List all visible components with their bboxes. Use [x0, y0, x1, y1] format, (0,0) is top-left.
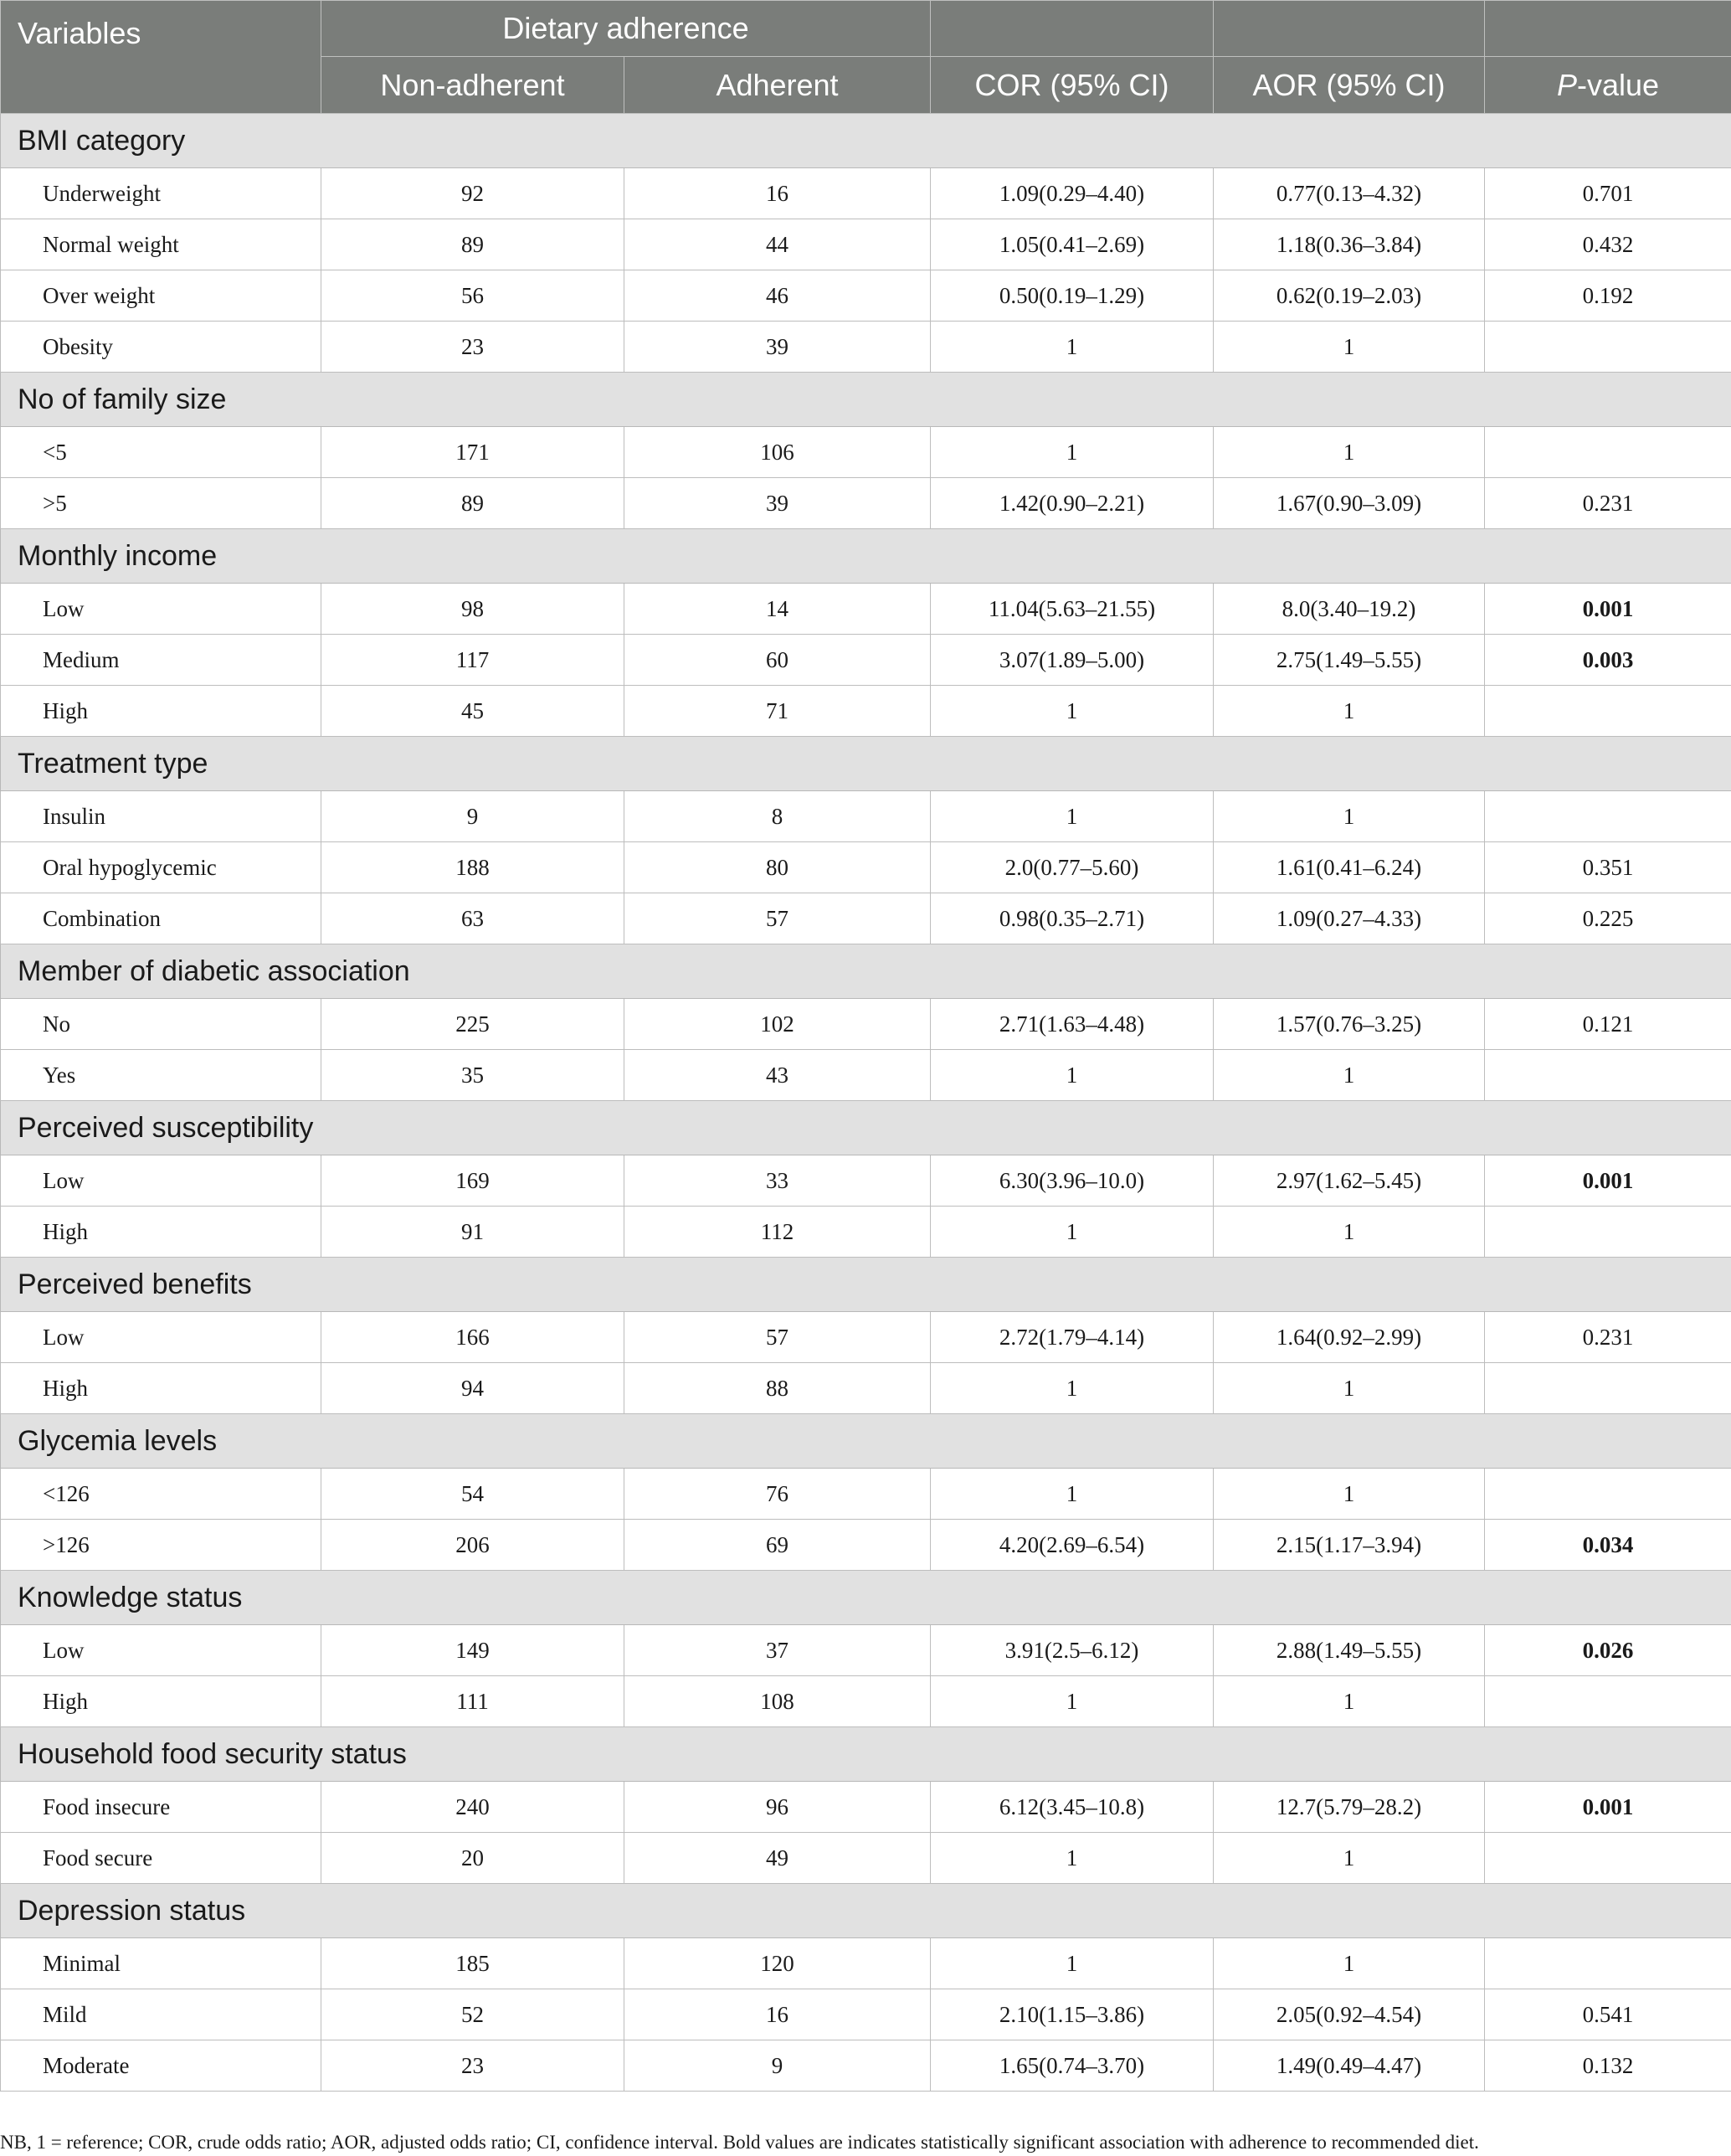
cell-adherent: 112: [624, 1207, 931, 1258]
cell-variable: <126: [1, 1469, 321, 1520]
cell-aor: 1.57(0.76–3.25): [1214, 999, 1485, 1050]
cell-cor: 1: [931, 427, 1214, 478]
cell-adherent: 80: [624, 842, 931, 893]
cell-non-adherent: 56: [321, 270, 624, 322]
table-row: [1, 1469, 1731, 1520]
cell-p-value: 0.351: [1485, 842, 1731, 893]
header-blank-cor: [931, 1, 1214, 57]
table-row: [1, 270, 1731, 322]
cell-adherent: 16: [624, 1989, 931, 2040]
cell-p-value: [1485, 1676, 1731, 1727]
section-row: [1, 529, 1731, 584]
table-row: [1, 1312, 1731, 1363]
section-row: [1, 1727, 1731, 1782]
table-row: [1, 584, 1731, 635]
cell-cor: 0.98(0.35–2.71): [931, 893, 1214, 944]
cell-aor: 1: [1214, 1050, 1485, 1101]
cell-non-adherent: 45: [321, 686, 624, 737]
table-row: [1, 1520, 1731, 1571]
table-row: [1, 791, 1731, 842]
cell-aor: 1: [1214, 427, 1485, 478]
cell-variable: High: [1, 1363, 321, 1414]
cell-p-value: 0.001: [1485, 1782, 1731, 1833]
header-p-italic: P: [1556, 67, 1577, 102]
cell-non-adherent: 91: [321, 1207, 624, 1258]
cell-aor: 1: [1214, 1676, 1485, 1727]
cell-aor: 1.67(0.90–3.09): [1214, 478, 1485, 529]
cell-non-adherent: 20: [321, 1833, 624, 1884]
table-row: [1, 1625, 1731, 1676]
cell-non-adherent: 111: [321, 1676, 624, 1727]
cell-cor: 1.05(0.41–2.69): [931, 219, 1214, 270]
cell-cor: 3.07(1.89–5.00): [931, 635, 1214, 686]
cell-adherent: 14: [624, 584, 931, 635]
section-title: Household food security status: [1, 1727, 1731, 1782]
cell-p-value: [1485, 1833, 1731, 1884]
cell-aor: 0.77(0.13–4.32): [1214, 168, 1485, 219]
table-row: [1, 168, 1731, 219]
cell-p-value: [1485, 791, 1731, 842]
cell-aor: 1: [1214, 1938, 1485, 1989]
cell-variable: Food insecure: [1, 1782, 321, 1833]
table-header: [1, 1, 1731, 114]
cell-p-value: 0.132: [1485, 2040, 1731, 2092]
cell-adherent: 120: [624, 1938, 931, 1989]
cell-non-adherent: 54: [321, 1469, 624, 1520]
table-row: [1, 1676, 1731, 1727]
section-row: [1, 1571, 1731, 1625]
header-cor: COR (95% CI): [931, 57, 1214, 114]
cell-non-adherent: 185: [321, 1938, 624, 1989]
cell-aor: 1: [1214, 686, 1485, 737]
cell-adherent: 108: [624, 1676, 931, 1727]
cell-non-adherent: 240: [321, 1782, 624, 1833]
cell-p-value: [1485, 1363, 1731, 1414]
cell-non-adherent: 89: [321, 478, 624, 529]
cell-variable: High: [1, 1676, 321, 1727]
cell-cor: 1: [931, 1676, 1214, 1727]
cell-p-value: [1485, 322, 1731, 373]
cell-aor: 1.64(0.92–2.99): [1214, 1312, 1485, 1363]
cell-cor: 6.30(3.96–10.0): [931, 1155, 1214, 1207]
cell-aor: 1.61(0.41–6.24): [1214, 842, 1485, 893]
cell-non-adherent: 92: [321, 168, 624, 219]
cell-p-value: [1485, 1938, 1731, 1989]
cell-non-adherent: 23: [321, 2040, 624, 2092]
table-row: [1, 635, 1731, 686]
cell-cor: 1: [931, 1207, 1214, 1258]
table-row: [1, 219, 1731, 270]
cell-aor: 2.97(1.62–5.45): [1214, 1155, 1485, 1207]
cell-adherent: 39: [624, 478, 931, 529]
section-row: [1, 1258, 1731, 1312]
cell-p-value: 0.225: [1485, 893, 1731, 944]
section-row: [1, 1884, 1731, 1938]
cell-p-value: 0.231: [1485, 478, 1731, 529]
cell-cor: 1: [931, 322, 1214, 373]
cell-adherent: 46: [624, 270, 931, 322]
cell-adherent: 96: [624, 1782, 931, 1833]
cell-aor: 0.62(0.19–2.03): [1214, 270, 1485, 322]
cell-p-value: 0.121: [1485, 999, 1731, 1050]
section-title: Monthly income: [1, 529, 1731, 584]
cell-p-value: 0.026: [1485, 1625, 1731, 1676]
cell-variable: >5: [1, 478, 321, 529]
cell-variable: High: [1, 1207, 321, 1258]
cell-cor: 0.50(0.19–1.29): [931, 270, 1214, 322]
cell-adherent: 106: [624, 427, 931, 478]
cell-variable: Oral hypoglycemic: [1, 842, 321, 893]
cell-aor: 1.49(0.49–4.47): [1214, 2040, 1485, 2092]
cell-p-value: 0.541: [1485, 1989, 1731, 2040]
cell-p-value: 0.003: [1485, 635, 1731, 686]
cell-aor: 1.18(0.36–3.84): [1214, 219, 1485, 270]
table-row: [1, 1050, 1731, 1101]
table-row: [1, 1782, 1731, 1833]
table-row: [1, 686, 1731, 737]
cell-aor: 12.7(5.79–28.2): [1214, 1782, 1485, 1833]
table-row: [1, 1989, 1731, 2040]
cell-variable: Over weight: [1, 270, 321, 322]
cell-variable: Food secure: [1, 1833, 321, 1884]
cell-cor: 1: [931, 1469, 1214, 1520]
section-title: Depression status: [1, 1884, 1731, 1938]
cell-variable: Minimal: [1, 1938, 321, 1989]
table-row: [1, 999, 1731, 1050]
cell-aor: 2.05(0.92–4.54): [1214, 1989, 1485, 2040]
cell-cor: 3.91(2.5–6.12): [931, 1625, 1214, 1676]
cell-cor: 1: [931, 1938, 1214, 1989]
cell-adherent: 44: [624, 219, 931, 270]
cell-non-adherent: 188: [321, 842, 624, 893]
section-title: Member of diabetic association: [1, 944, 1731, 999]
section-title: Perceived susceptibility: [1, 1101, 1731, 1155]
cell-cor: 1: [931, 1833, 1214, 1884]
table-footnote: NB, 1 = reference; COR, crude odds ratio; AOR, adjusted odds ratio; CI, confidence interval. Bold values are indicates statistically significant association with adherence to recommended diet.: [0, 2132, 1479, 2153]
cell-cor: 1.09(0.29–4.40): [931, 168, 1214, 219]
cell-p-value: 0.231: [1485, 1312, 1731, 1363]
cell-p-value: 0.001: [1485, 584, 1731, 635]
cell-p-value: 0.701: [1485, 168, 1731, 219]
cell-aor: 1: [1214, 1833, 1485, 1884]
cell-variable: Underweight: [1, 168, 321, 219]
header-blank-p: [1485, 1, 1731, 57]
section-row: [1, 1101, 1731, 1155]
section-title: Glycemia levels: [1, 1414, 1731, 1469]
cell-aor: 1: [1214, 1469, 1485, 1520]
cell-adherent: 16: [624, 168, 931, 219]
cell-cor: 2.10(1.15–3.86): [931, 1989, 1214, 2040]
table-row: [1, 842, 1731, 893]
cell-variable: Combination: [1, 893, 321, 944]
header-aor: AOR (95% CI): [1214, 57, 1485, 114]
cell-cor: 2.0(0.77–5.60): [931, 842, 1214, 893]
cell-variable: Moderate: [1, 2040, 321, 2092]
cell-aor: 1: [1214, 791, 1485, 842]
cell-aor: 1.09(0.27–4.33): [1214, 893, 1485, 944]
cell-adherent: 49: [624, 1833, 931, 1884]
cell-variable: Low: [1, 1625, 321, 1676]
header-p-suffix: -value: [1576, 67, 1660, 102]
cell-cor: 1.65(0.74–3.70): [931, 2040, 1214, 2092]
cell-cor: 11.04(5.63–21.55): [931, 584, 1214, 635]
cell-p-value: [1485, 1050, 1731, 1101]
cell-non-adherent: 225: [321, 999, 624, 1050]
section-row: [1, 944, 1731, 999]
cell-variable: Low: [1, 1312, 321, 1363]
section-title: Knowledge status: [1, 1571, 1731, 1625]
section-row: [1, 114, 1731, 168]
cell-variable: High: [1, 686, 321, 737]
table-body: [1, 114, 1731, 2092]
cell-non-adherent: 52: [321, 1989, 624, 2040]
cell-adherent: 43: [624, 1050, 931, 1101]
cell-adherent: 39: [624, 322, 931, 373]
cell-non-adherent: 94: [321, 1363, 624, 1414]
cell-non-adherent: 9: [321, 791, 624, 842]
cell-variable: Obesity: [1, 322, 321, 373]
cell-variable: No: [1, 999, 321, 1050]
cell-adherent: 69: [624, 1520, 931, 1571]
cell-cor: 1: [931, 791, 1214, 842]
cell-aor: 8.0(3.40–19.2): [1214, 584, 1485, 635]
header-blank-aor: [1214, 1, 1485, 57]
header-adherent: Adherent: [624, 57, 931, 114]
cell-p-value: 0.034: [1485, 1520, 1731, 1571]
section-title: Treatment type: [1, 737, 1731, 791]
cell-non-adherent: 149: [321, 1625, 624, 1676]
cell-aor: 1: [1214, 322, 1485, 373]
table-row: [1, 893, 1731, 944]
cell-non-adherent: 89: [321, 219, 624, 270]
header-variables: Variables: [1, 1, 321, 114]
cell-adherent: 60: [624, 635, 931, 686]
table-row: [1, 1938, 1731, 1989]
cell-cor: 1: [931, 1050, 1214, 1101]
table-row: [1, 427, 1731, 478]
table-row: [1, 1363, 1731, 1414]
cell-non-adherent: 169: [321, 1155, 624, 1207]
header-non-adherent: Non-adherent: [321, 57, 624, 114]
cell-cor: 6.12(3.45–10.8): [931, 1782, 1214, 1833]
cell-adherent: 57: [624, 1312, 931, 1363]
cell-variable: Mild: [1, 1989, 321, 2040]
cell-p-value: [1485, 686, 1731, 737]
cell-cor: 2.71(1.63–4.48): [931, 999, 1214, 1050]
cell-p-value: [1485, 1469, 1731, 1520]
section-title: BMI category: [1, 114, 1731, 168]
cell-variable: Normal weight: [1, 219, 321, 270]
cell-variable: <5: [1, 427, 321, 478]
cell-adherent: 76: [624, 1469, 931, 1520]
cell-variable: Yes: [1, 1050, 321, 1101]
header-p-value: [1485, 57, 1731, 114]
cell-adherent: 37: [624, 1625, 931, 1676]
section-title: No of family size: [1, 373, 1731, 427]
section-row: [1, 373, 1731, 427]
cell-non-adherent: 23: [321, 322, 624, 373]
cell-adherent: 33: [624, 1155, 931, 1207]
cell-cor: 4.20(2.69–6.54): [931, 1520, 1214, 1571]
table-row: [1, 1207, 1731, 1258]
cell-variable: >126: [1, 1520, 321, 1571]
cell-aor: 2.15(1.17–3.94): [1214, 1520, 1485, 1571]
table-row: [1, 478, 1731, 529]
cell-non-adherent: 166: [321, 1312, 624, 1363]
cell-non-adherent: 117: [321, 635, 624, 686]
cell-adherent: 71: [624, 686, 931, 737]
section-title: Perceived benefits: [1, 1258, 1731, 1312]
cell-non-adherent: 63: [321, 893, 624, 944]
cell-adherent: 8: [624, 791, 931, 842]
cell-variable: Low: [1, 1155, 321, 1207]
cell-cor: 2.72(1.79–4.14): [931, 1312, 1214, 1363]
section-row: [1, 1414, 1731, 1469]
header-dietary-adherence: Dietary adherence: [321, 1, 931, 57]
table-row: [1, 322, 1731, 373]
cell-p-value: 0.001: [1485, 1155, 1731, 1207]
cell-non-adherent: 171: [321, 427, 624, 478]
cell-cor: 1: [931, 686, 1214, 737]
cell-aor: 1: [1214, 1207, 1485, 1258]
cell-variable: Medium: [1, 635, 321, 686]
table-row: [1, 1155, 1731, 1207]
cell-variable: Low: [1, 584, 321, 635]
cell-p-value: [1485, 427, 1731, 478]
table-row: [1, 1833, 1731, 1884]
cell-adherent: 57: [624, 893, 931, 944]
cell-adherent: 102: [624, 999, 931, 1050]
cell-adherent: 88: [624, 1363, 931, 1414]
cell-p-value: 0.192: [1485, 270, 1731, 322]
cell-aor: 2.88(1.49–5.55): [1214, 1625, 1485, 1676]
cell-aor: 2.75(1.49–5.55): [1214, 635, 1485, 686]
cell-cor: 1: [931, 1363, 1214, 1414]
cell-p-value: 0.432: [1485, 219, 1731, 270]
cell-adherent: 9: [624, 2040, 931, 2092]
cell-variable: Insulin: [1, 791, 321, 842]
cell-p-value: [1485, 1207, 1731, 1258]
section-row: [1, 737, 1731, 791]
cell-cor: 1.42(0.90–2.21): [931, 478, 1214, 529]
cell-non-adherent: 98: [321, 584, 624, 635]
cell-aor: 1: [1214, 1363, 1485, 1414]
cell-non-adherent: 206: [321, 1520, 624, 1571]
table-row: [1, 2040, 1731, 2092]
cell-non-adherent: 35: [321, 1050, 624, 1101]
